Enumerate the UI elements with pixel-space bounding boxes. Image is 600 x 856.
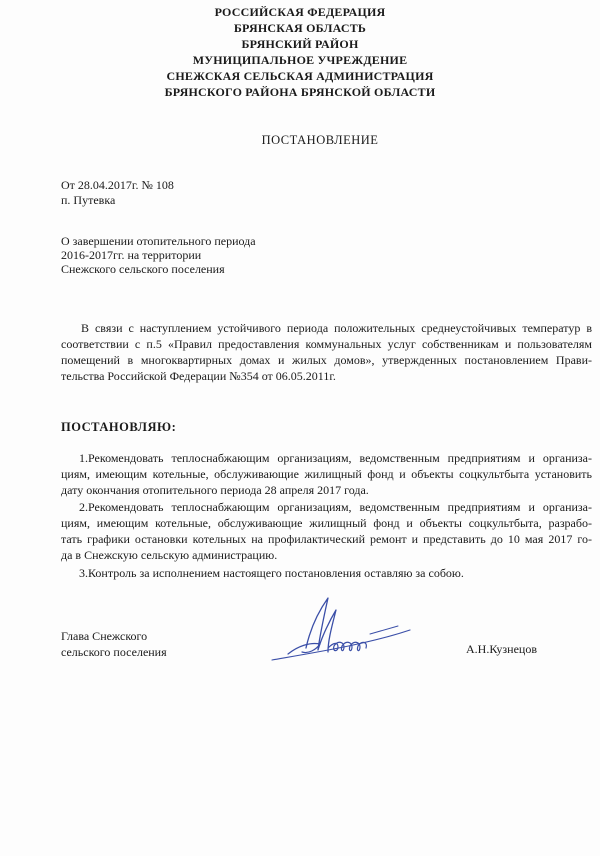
decree-item [61, 450, 592, 498]
decree-item [61, 565, 592, 581]
subject-line: 2016-2017гг. на территории [61, 248, 202, 262]
document-type-title: ПОСТАНОВЛЕНИЕ [261, 133, 379, 147]
header-line: БРЯНСКИЙ РАЙОН [241, 37, 359, 51]
preamble-line: В связи с наступлением устойчивого периода положительных среднеустойчивых температур в [81, 321, 592, 335]
preamble-line: помещений в многоквартирных домах и жилых домов», утвержденных постановлением Прави- [61, 353, 592, 367]
signatory-position-line: сельского поселения [61, 645, 167, 659]
decree-item [61, 499, 592, 563]
preamble-line: соответствии с п.5 «Правил предоставления коммунальных услуг собственникам и пользователям [61, 337, 592, 351]
document-place: п. Путевка [61, 193, 116, 207]
header-line: СНЕЖСКАЯ СЕЛЬСКАЯ АДМИНИСТРАЦИЯ [166, 69, 434, 83]
subject-line: О завершении отопительного периода [61, 234, 256, 248]
decree-item-line: дату окончания отопительного периода 28 апреля 2017 года. [61, 483, 369, 497]
signatory-position [61, 628, 167, 660]
signature-strokes [272, 598, 410, 660]
signatory-position-line: Глава Снежского [61, 629, 148, 643]
preamble-paragraph [61, 320, 592, 384]
decree-item-line: тать графики остановки котельных на профилактический ремонт и представить до 10 мая 2017 го- [61, 532, 592, 546]
preamble-line: тельства Российской Федерации №354 от 06.05.2011г. [61, 369, 336, 383]
decree-item-line: циям, имеющим котельные, обслуживающие жилищный фонд и объекты соцкультбыта установить [61, 467, 592, 481]
decree-item-line: да в Снежскую сельскую администрацию. [61, 548, 278, 562]
document-date-number: От 28.04.2017г. № 108 [61, 178, 174, 192]
decree-item-line: 3.Контроль за исполнением настоящего постановления оставляю за собою. [79, 566, 464, 580]
subject-line: Снежского сельского поселения [61, 262, 225, 276]
decree-item-line: 2.Рекомендовать теплоснабжающим организациям, ведомственным предприятиям и организа- [79, 500, 592, 514]
header-line: МУНИЦИПАЛЬНОЕ УЧРЕЖДЕНИЕ [192, 53, 408, 67]
decree-item-line: циям, имеющим котельные, обслуживающие жилищный фонд и объекты соцкультбыта, разрабо- [61, 516, 592, 530]
decree-item-line: 1.Рекомендовать теплоснабжающим организациям, ведомственным предприятиям и организа- [79, 451, 592, 465]
signatory-name: А.Н.Кузнецов [466, 642, 538, 656]
handwritten-signature [258, 590, 418, 670]
header-line: БРЯНСКАЯ ОБЛАСТЬ [233, 21, 367, 35]
decree-title: ПОСТАНОВЛЯЮ: [61, 420, 177, 434]
document-header [0, 4, 600, 100]
header-line: РОССИЙСКАЯ ФЕДЕРАЦИЯ [214, 5, 386, 19]
document-subject [61, 234, 256, 276]
header-line: БРЯНСКОГО РАЙОНА БРЯНСКОЙ ОБЛАСТИ [164, 85, 436, 99]
